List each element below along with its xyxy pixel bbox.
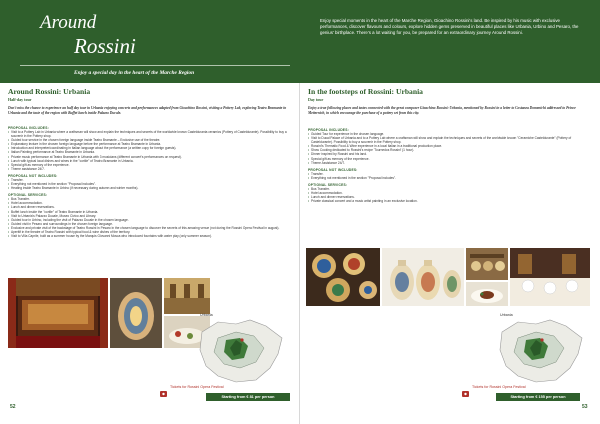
right-ticket-icon [462, 384, 469, 390]
right-title: In the footsteps of Rossini: Urbania [308, 87, 423, 96]
title-line-2: Rossini [74, 34, 136, 58]
right-price-badge[interactable]: Starting from € 155 per person [496, 393, 580, 401]
list-item: • Explanatory lecture in the chosen foreign language before the performance at Teatro Bramante in Urbania. [8, 142, 290, 146]
right-optional-list [308, 187, 590, 203]
title-line-1: Around [40, 12, 97, 33]
list-item: • Theme Assistance 24/7. [308, 161, 590, 165]
list-item: • Lunch and dinner reservations. [308, 195, 590, 199]
list-item: • Buffet lunch inside the "cortile" of Teatro Bramante in Urbania. [8, 210, 290, 214]
list-item: • Introduction and interpreter/coordinating in Italian language about the performance (a written copy for foreign guests). [8, 146, 290, 150]
list-item: • Lunch and dinner reservations. [8, 205, 290, 209]
header-subtitle: Enjoy a special day in the heart of the Marche Region [74, 70, 195, 76]
list-item: • Visit to Villa Caprile, built as a summer house by the Marquis Giovanni Mosca who introduced fountains with water play (only summer season). [8, 234, 290, 238]
left-not-list [8, 178, 290, 190]
list-item: • Show Cooking dedicated to Rossini's recipe 'Tournedos Rossini' (1 hour). [308, 148, 590, 152]
left-map [196, 318, 288, 384]
left-duration: Half-day tour [8, 97, 32, 102]
right-includes-title: PROPOSAL INCLUDES: [308, 128, 349, 132]
list-item: • Everything not mentioned in the section "Proposal includes". [8, 182, 290, 186]
left-photo-theatre [8, 278, 108, 348]
list-item: • Private music performance at Teatro Bramante in Urbania with 3 musicians (different concert's performances on request). [8, 155, 290, 159]
list-item: • Exclusive and private visit of the backstage of Teatro Rossini in Pesaro in the chosen language to discover the secrets of this amazing venue (not during the Rossini Opera Festival in august). [8, 226, 290, 230]
left-photo-courtyard [164, 278, 210, 314]
spine [299, 83, 300, 424]
right-map [496, 318, 588, 384]
list-item: • Heating inside Teatro Bramante in Urbino (if necessary during autumn and winter months). [8, 186, 290, 190]
list-item: • Dinner inspired by Rossini and his land. [308, 152, 590, 156]
list-item: • Hotel accommodation. [308, 191, 590, 195]
right-photo-pottery-lab [466, 248, 508, 280]
right-page-number: 53 [582, 404, 588, 410]
left-lead: Don't miss the chance to experience an half day tour in Urbania enjoying concerts and performances adapted from Gioachino Rossini, visiting a Pottery Lab, exploring Teatro Bramante in Urbania and the taste of the region with Buffet lunch inside Palazzo Ducale. [8, 106, 287, 115]
list-item: • Bus Transfer. [308, 187, 590, 191]
left-includes-list [8, 130, 290, 171]
list-item: • Hotel accommodation. [8, 201, 290, 205]
list-item: • Everything not mentioned in the section "Proposal includes". [308, 176, 590, 180]
list-item: • Special gift as memory of the experience. [308, 157, 590, 161]
left-optional-list [8, 197, 290, 238]
list-item: • Guided visit in Pesaro and surroundings in the chosen foreign language. [8, 222, 290, 226]
left-not-title: PROPOSAL NOT INCLUDES: [8, 173, 58, 178]
list-item: • Rossini's Thematic Food & Wine experience in a local Italian in a traditional production place. [308, 144, 590, 148]
left-map-label: Urbania [200, 313, 213, 317]
list-item: • Private classical concert and a music artist painting in an exclusive location. [308, 199, 590, 203]
right-photo-plates [306, 248, 380, 306]
left-page-number: 52 [10, 404, 16, 410]
right-photo-dinner [510, 248, 590, 306]
list-item: • Visit to a Pottery Lab in Urbania where a craftsman will show and explain the techniques and secrets of the worldwide known Castelduranta ceramics (Pottery of Casteldurante). Possibility to buy a souvenir in the Pottery shop. [8, 130, 290, 138]
right-map-label: Urbania [500, 313, 513, 317]
list-item: • Guided tour in Urbino, including the visit of Palazzo Ducale in the chosen language. [8, 218, 290, 222]
list-item: • Visit to Urbania's Palazzo Ducale, Museo Civico and Library. [8, 214, 290, 218]
right-optional-title: OPTIONAL SERVICES: [308, 182, 348, 187]
list-item: • Visit to Ducal Palace of Urbania and to a Pottery Lab where a craftsman will show and explain the techniques and secrets of the worldwide known "Ceramiche Casteldurante" (Pottery of Casteldurante). Possibility to buy a souvenir in the Pottery shop. [308, 136, 590, 144]
list-item: • Bus Transfer. [8, 197, 290, 201]
left-photo-pottery [110, 278, 162, 348]
right-ticket-note: Tickets for Rossini Opera Festival [472, 385, 526, 389]
list-item: • Aperitif in the theatre of Teatro Rossini with typical food & wine dishes of the territory. [8, 230, 290, 234]
left-ticket-note: Tickets for Rossini Opera Festival [170, 385, 224, 389]
right-duration: Day tour [308, 97, 324, 102]
right-content [308, 128, 590, 203]
right-photo-food [466, 282, 508, 306]
right-not-list [308, 172, 590, 180]
left-optional-title: OPTIONAL SERVICES: [8, 193, 48, 198]
left-title: Around Rossini: Urbania [8, 87, 91, 96]
list-item: • Special gift as memory of the experience. [8, 163, 290, 167]
list-item: • Guided Tour for experience in the chosen language. [308, 132, 590, 136]
list-item: • Transfer. [8, 178, 290, 182]
right-includes-list [308, 132, 590, 165]
title-underline [20, 65, 290, 66]
right-lead: Enjoy a true following places and tastes connected with the great composer Gioachino Rossini: Urbania, mentioned by Rossini in a letter to Costanza Domenichi addressed to Prince Metternich, in which encourage the purchase of a pottery set from this city. [308, 106, 576, 115]
left-price-badge[interactable]: Starting from € 81 per person [206, 393, 290, 401]
list-item: • Lunch with typical local dishes and wines in the "cortile" of Teatro Bramante in Urbania. [8, 159, 290, 163]
left-content [8, 126, 290, 238]
left-ticket-icon [160, 384, 167, 390]
left-includes-title: PROPOSAL INCLUDES: [8, 126, 49, 130]
list-item: • Italian Painting performance at Teatro Bramante in Urbania. [8, 150, 290, 154]
right-not-title: PROPOSAL NOT INCLUDES: [308, 167, 358, 172]
list-item: • Theme assistance 24/7. [8, 167, 290, 171]
list-item: • Transfer. [308, 172, 590, 176]
right-photo-vases [382, 248, 464, 306]
list-item: • Guided tour service in the chosen foreign language inside Teatro Bramante – Exclusive use of the theatre. [8, 138, 290, 142]
header-intro: Enjoy special moments in the heart of the Marche Region, Gioachino Rossini's land. Be inspired by his music with exclusive performances, discover flavours and colours, explore hidden gems preserved in beautiful places like Urbania, Urbino and Pesaro, the genius' birthplace. There's a lot waiting for you, be prepared for an extraordinary journey Around Rossini. [320, 18, 579, 36]
